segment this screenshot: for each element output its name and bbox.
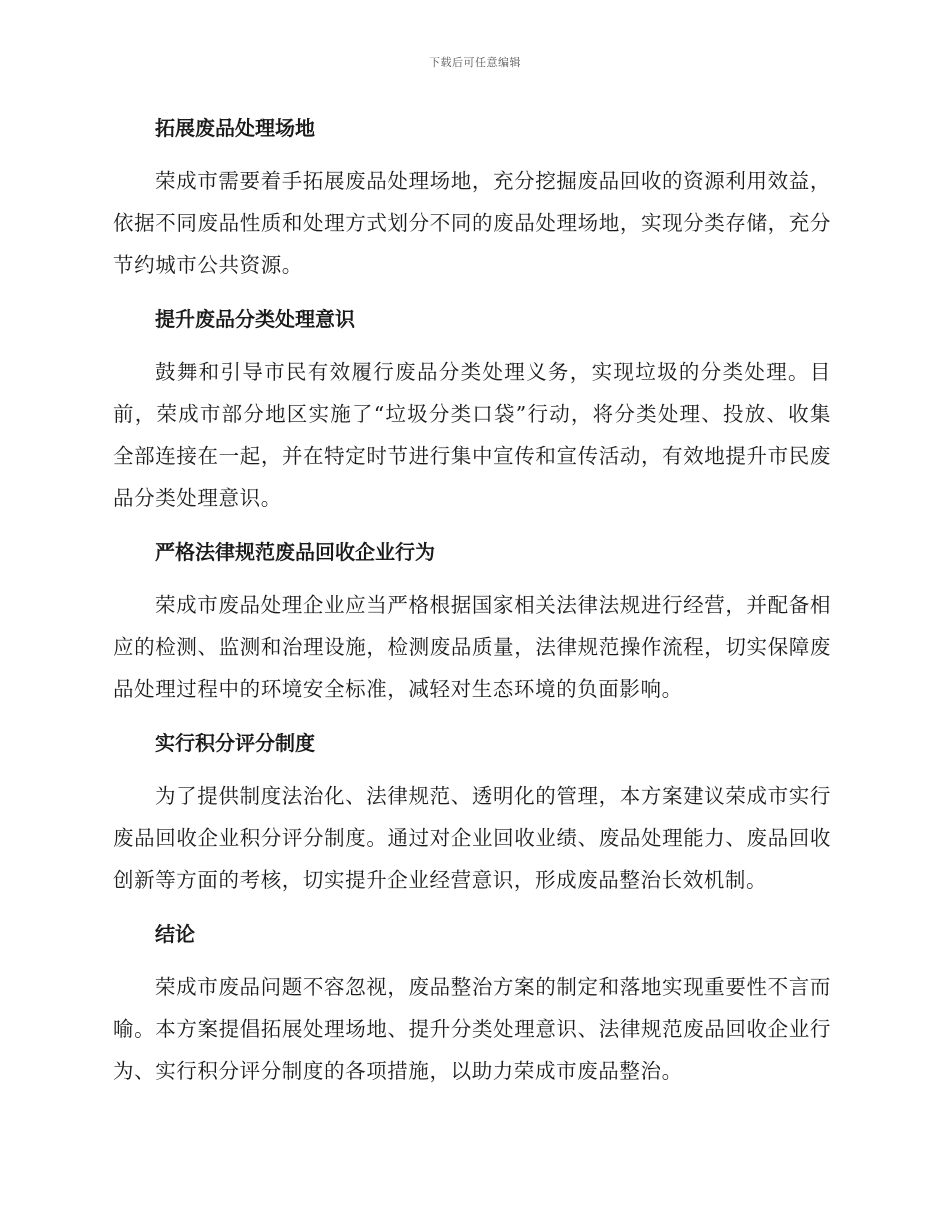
section-title-sorting-awareness: 提升废品分类处理意识 xyxy=(155,307,355,331)
section-body-sorting-awareness: 鼓舞和引导市民有效履行废品分类处理义务，实现垃圾的分类处理。目前，荣成市部分地区实施了“垃圾分类口袋”行动，将分类处理、投放、收集全部连接在一起，并在特定时节进行集中宣传和宣传活动，有效地提升市民废品分类处理意识。 xyxy=(113,360,831,510)
section-title-expand-sites: 拓展废品处理场地 xyxy=(155,116,315,140)
section-title-regulate-enterprises: 严格法律规范废品回收企业行为 xyxy=(155,540,435,564)
section-body-regulate-enterprises: 荣成市废品处理企业应当严格根据国家相关法律法规进行经营，并配备相应的检测、监测和治理设施，检测废品质量，法律规范操作流程，切实保障废品处理过程中的环境安全标准，减轻对生态环境的负面影响。 xyxy=(113,593,831,701)
section-title-conclusion: 结论 xyxy=(155,922,195,946)
section-body-points-system: 为了提供制度法治化、法律规范、透明化的管理，本方案建议荣成市实行废品回收企业积分评分制度。通过对企业回收业绩、废品处理能力、废品回收创新等方面的考核，切实提升企业经营意识，形成废品整治长效机制。 xyxy=(113,784,831,892)
document-content xyxy=(113,108,831,1105)
page-header: 下载后可任意编辑 xyxy=(429,56,521,69)
section-title-points-system: 实行积分评分制度 xyxy=(155,731,315,755)
section-body-conclusion: 荣成市废品问题不容忽视，废品整治方案的制定和落地实现重要性不言而喻。本方案提倡拓展处理场地、提升分类处理意识、法律规范废品回收企业行为、实行积分评分制度的各项措施，以助力荣成市废品整治。 xyxy=(113,975,831,1083)
section-body-expand-sites: 荣成市需要着手拓展废品处理场地，充分挖掘废品回收的资源利用效益，依据不同废品性质和处理方式划分不同的废品处理场地，实现分类存储，充分节约城市公共资源。 xyxy=(113,169,831,277)
